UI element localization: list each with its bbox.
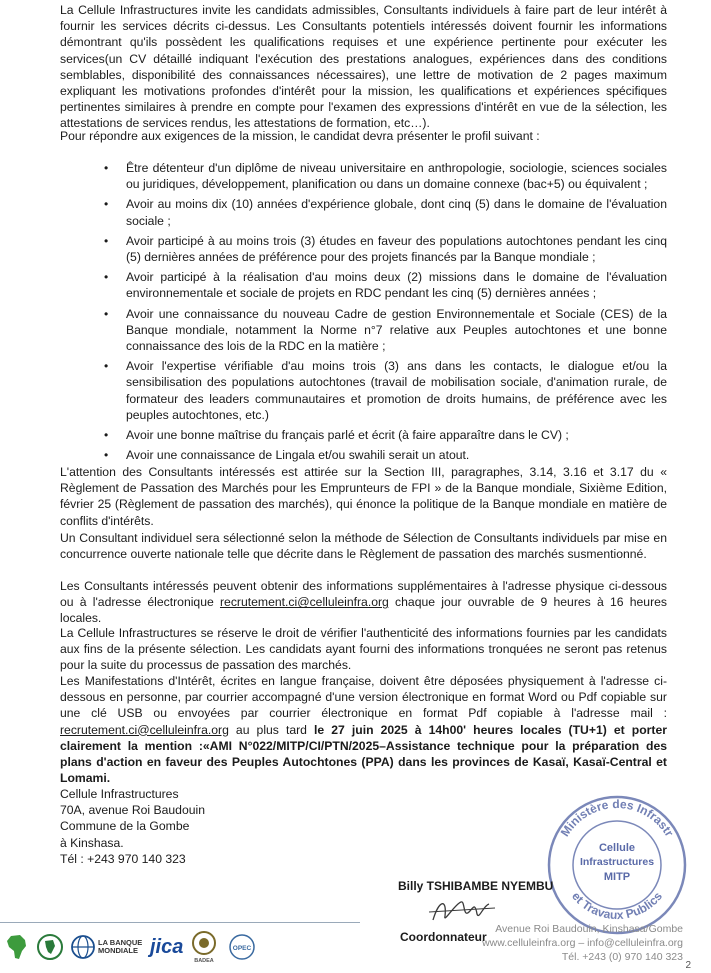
list-item: • Être détenteur d'un diplôme de niveau universitaire en anthropologie, sociologie, sciences sociales ou juridiques, développement, planification ou dans un domaine connexe (bac+5) ou équivalent ; (104, 161, 667, 192)
email-link[interactable]: recrutement.ci@celluleinfra.org (60, 722, 229, 737)
profile-list (60, 160, 667, 467)
stamp-inner-line-1: Cellule (598, 842, 636, 854)
stamp-top-text: Ministère des Infrastr (557, 796, 677, 840)
opec-fund-logo (225, 933, 259, 961)
badea-logo (189, 930, 219, 964)
contact-paragraph: Les Consultants intéressés peuvent obtenir des informations supplémentaires à l'adresse physique ci-dessous ou à l'adresse électronique recrutement.ci@celluleinfra.org chaque jour ouvrable de 9 heures à 16 heures locales. (60, 579, 667, 626)
list-item: • Avoir l'expertise vérifiable d'au moins trois (3) ans dans les contacts, le dialogue et/ou la sensibilisation des populations autochtones (travail de mobilisation sociale, d'animation rurale, de formateur des leaders communautaires et promotion de droits humains, de préférence avec les peuples autochtones, etc.) (104, 359, 667, 422)
stamp-inner-line-3: MITP (603, 871, 631, 883)
footer-contact: Avenue Roi Baudouin, Kinshasa/Gombe www.celluleinfra.org – info@celluleinfra.org Tél. +243 (0) 970 140 323 (482, 923, 683, 963)
svg-text:Ministère des Infrastr (558, 797, 677, 839)
bullet-icon: • (104, 233, 109, 248)
globe-icon (70, 934, 96, 960)
email-link[interactable]: recrutement.ci@celluleinfra.org (219, 595, 389, 610)
stamp-inner-line-2: Infrastructures (579, 856, 655, 868)
afdb-logo (36, 933, 64, 961)
stamp-bottom-text: et Travaux Publics (569, 889, 665, 923)
afdb-emblem-icon (36, 933, 64, 961)
list-item: • Avoir au moins dix (10) années d'expérience globale, dont cinq (5) dans le domaine de l'évaluation sociale ; (104, 197, 667, 228)
signer-name: Billy TSHIBAMBE NYEMBU (398, 879, 554, 893)
bullet-icon: • (104, 161, 109, 175)
deadline-text: le 27 juin 2025 à 14h00' heures locales (TU+1) et porter clairement la mention :«AMI N°022/MITP/CI/PTN/2025–Assistance technique pour la préparation des plans d'action en faveur des Peuples Autochtones (PPA) dans les provinces de Kasaï, Kasaï-Central et Lomami. (60, 722, 667, 786)
opec-emblem-icon (225, 933, 259, 961)
list-item: • Avoir participé à au moins trois (3) études en faveur des populations autochtones pendant les cinq (5) dernières années de préférence pour des projets financés par la Banque mondiale ; (104, 233, 667, 265)
african-union-logo (4, 933, 30, 961)
list-item: • Avoir participé à la réalisation d'au moins deux (2) missions dans le domaine de l'évaluation environnementale et sociale de projets en RDC pendant les cinq (5) dernières années ; (104, 270, 667, 301)
svg-text:OPEC: OPEC (233, 945, 252, 952)
bullet-icon: • (104, 197, 109, 212)
footer-divider (0, 922, 360, 923)
intro-paragraph: La Cellule Infrastructures invite les candidats admissibles, Consultants individuels à faire part de leur intérêt à fournir les services décrits ci-dessus. Les Consultants potentiels intéressés doivent fournir les informations démontrant qu'ils possèdent les qualifications requises et une expérience pertinente pour exécuter les services(un CV détaillé indiquant l'exécution des prestations analogues, expériences dans des conditions semblables, disponibilité des connaissances nécessaires), une lettre de motivation de 2 pages maximum expliquant les motivations profondes d'intérêt pour la mission, les qualifications et expériences spécifiques pertinentes similaires à prendre en compte pour l'examen des expressions d'intérêt en vue de la sélection, les attestations de services rendus, les attestations de formation, etc…). (60, 3, 667, 131)
profile-intro: Pour répondre aux exigences de la mission, le candidat devra présenter le profil suivant : (60, 129, 540, 143)
svg-text:et Travaux Publics (569, 889, 665, 922)
bullet-icon: • (104, 306, 109, 321)
world-bank-logo (70, 934, 144, 960)
bullet-icon: • (104, 428, 109, 443)
list-item: • Avoir une connaissance du nouveau Cadre de gestion Environnementale et Sociale (CES) de la Banque mondiale, notamment la Norme n°7 relative aux Peuples autochtones et une bonne connaissance des lois de la RDC en la matière ; (104, 306, 667, 354)
conflict-of-interest-paragraph: L'attention des Consultants intéressés est attirée sur la Section III, paragraphes, 3.14, 3.16 et 3.17 du « Règlement de Passation des Marchés pour les Emprunteurs de FPI » de la Banque mondiale, Sixième Edition, février 25 (Règlement de passation des marchés), qui énonce la politique de la Banque mondiale en matière de conflits d'intérêts. (60, 465, 667, 528)
partner-logos (4, 927, 259, 967)
jica-logo: jica (150, 935, 184, 958)
list-item: • Avoir une connaissance de Lingala et/ou swahili serait un atout. (104, 448, 470, 463)
signer-role: Coordonnateur (400, 930, 487, 944)
africa-map-icon (4, 933, 30, 961)
world-bank-text: LA BANQUE MONDIALE (98, 938, 143, 955)
bullet-icon: • (104, 270, 109, 285)
svg-text:BADEA: BADEA (194, 958, 215, 964)
selection-method-paragraph: Un Consultant individuel sera sélectionné selon la méthode de Sélection de Consultants individuels par mise en concurrence ouverte nationale telle que décrite dans le Règlement de passation des marchés susmentionné. (60, 531, 667, 562)
page-number: 2 (685, 960, 691, 971)
bullet-icon: • (104, 359, 109, 374)
bullet-icon: • (104, 448, 109, 463)
badea-emblem-icon (189, 930, 219, 964)
verification-paragraph: La Cellule Infrastructures se réserve le droit de vérifier l'authenticité des informations fournies par les candidats aux fins de la présente sélection. Les candidats ayant fourni des informations tronquées ne seront pas retenus pour la suite du processus de passation des marchés. (60, 626, 667, 673)
official-stamp (542, 785, 692, 935)
list-item: • Avoir une bonne maîtrise du français parlé et écrit (à faire apparaître dans le CV) ; (104, 428, 569, 443)
postal-address: Cellule Infrastructures 70A, avenue Roi Baudouin Commune de la Gombe à Kinshasa. Tél : +243 970 140 323 (60, 787, 206, 866)
submission-paragraph: Les Manifestations d'Intérêt, écrites en langue française, doivent être déposées physiquement à l'adresse ci-dessous en personne, par courrier accompagné d'une version électronique en format Word ou Pdf copiable sur une clé USB ou envoyées par courrier électronique en format Pdf copiable à l'adresse mail : recrutement.ci@celluleinfra.org au plus tard le 27 juin 2025 à 14h00' heures locales (TU+1) et porter clairement la mention :«AMI N°022/MITP/CI/PTN/2025–Assistance technique pour la préparation des plans d'action en faveur des Peuples Autochtones (PPA) dans les provinces de Kasaï, Kasaï-Central et Lomami. (60, 674, 667, 786)
